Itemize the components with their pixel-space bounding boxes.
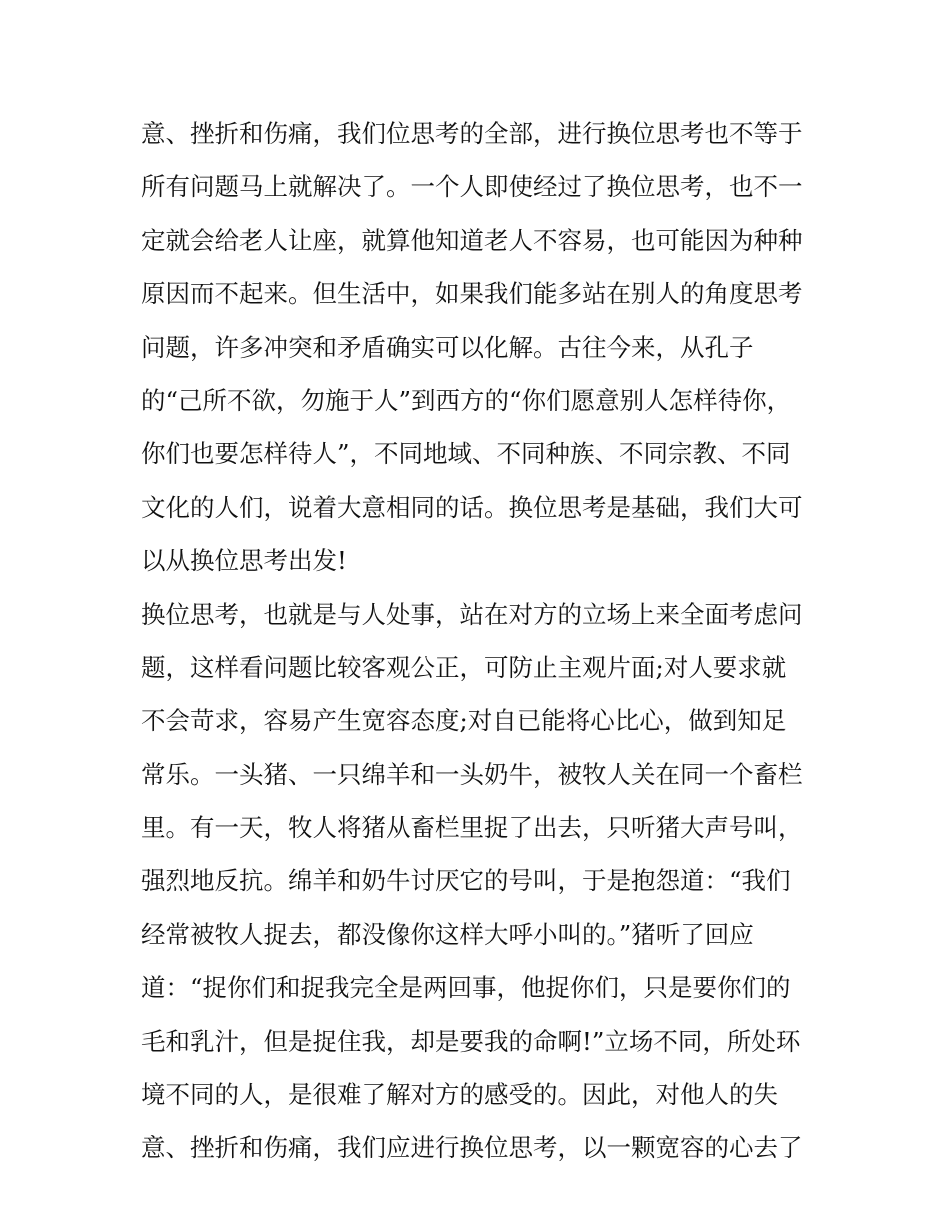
text-line: 的“己所不欲，勿施于人”到西方的“你们愿意别人怎样待你，	[141, 385, 792, 415]
text-line: 以从换位思考出发!	[141, 546, 347, 576]
text-line: 所有问题马上就解决了。一个人即使经过了换位思考，也不一	[141, 172, 803, 202]
body-text	[141, 107, 821, 1175]
text-line: 意、挫折和伤痛，我们应进行换位思考，以一颗宽容的心去了	[141, 1133, 803, 1163]
text-line: 常乐。一头猪、一只绵羊和一头奶牛，被牧人关在同一个畜栏	[141, 759, 803, 789]
text-line: 强烈地反抗。绵羊和奶牛讨厌它的号叫，于是抱怨道：“我们	[141, 866, 791, 896]
text-line: 文化的人们，说着大意相同的话。换位思考是基础，我们大可	[141, 492, 803, 522]
text-line: 意、挫折和伤痛，我们位思考的全部，进行换位思考也不等于	[141, 119, 803, 148]
text-line: 道：“捉你们和捉我完全是两回事，他捉你们，只是要你们的	[141, 973, 791, 1003]
text-line: 经常被牧人捉去，都没像你这样大呼小叫的。”猪听了回应	[141, 919, 754, 949]
text-line: 换位思考，也就是与人处事，站在对方的立场上来全面考虑问	[141, 599, 803, 629]
text-line: 问题，许多冲突和矛盾确实可以化解。古往今来，从孔子	[141, 332, 754, 362]
text-line: 毛和乳汁，但是捉住我，却是要我的命啊!”立场不同，所处环	[141, 1026, 801, 1056]
text-line: 里。有一天，牧人将猪从畜栏里捉了出去，只听猪大声号叫，	[141, 813, 803, 843]
text-line: 不会苛求，容易产生宽容态度;对自已能将心比心，做到知足	[141, 706, 787, 736]
text-line: 境不同的人，是很难了解对方的感受的。因此，对他人的失	[141, 1080, 778, 1110]
text-line: 题，这样看问题比较客观公正，可防止主观片面;对人要求就	[141, 652, 787, 682]
text-line: 原因而不起来。但生活中，如果我们能多站在别人的角度思考	[141, 279, 803, 309]
text-line: 定就会给老人让座，就算他知道老人不容易，也可能因为种种	[141, 225, 803, 255]
text-line: 你们也要怎样待人”，不同地域、不同种族、不同宗教、不同	[141, 439, 791, 469]
